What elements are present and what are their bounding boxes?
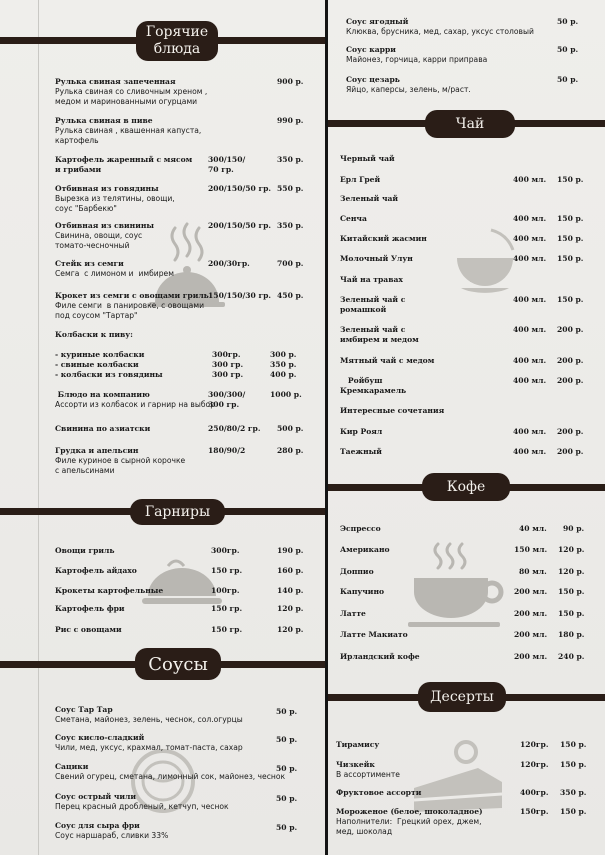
- tea-name: Молочный Улун: [340, 254, 413, 263]
- sauce-name: Соус острый чили: [55, 792, 137, 801]
- dish-price: 900 р.: [277, 77, 304, 86]
- section-title-desserts: Десерты: [418, 682, 506, 712]
- coffee-name: Ирландский кофе: [340, 652, 420, 661]
- coffee-name: Капучино: [340, 587, 385, 596]
- dish-name: Крокет из семги с овощами гриль: [55, 291, 209, 300]
- dish-description: Филе семги в панировке, с овощами под соусом "Тартар": [55, 301, 205, 320]
- tea-price: 150 р.: [557, 175, 584, 184]
- dish-description: Филе куриное в сырной корочке с апельсинами: [55, 456, 186, 475]
- dessert-price: 150 р.: [560, 807, 587, 816]
- dish-weight: 300/150/ 70 гр.: [208, 155, 246, 174]
- dish-description: Ассорти из колбасок и гарнир на выбор: [55, 400, 216, 409]
- side-weight: 150 гр.: [211, 604, 243, 613]
- tea-volume: 400 мл.: [513, 356, 547, 365]
- dish-price: 500 р.: [277, 424, 304, 433]
- dish-name: Картофель жаренный с мясом и грибами: [55, 155, 193, 174]
- tea-name: Интересные сочетания: [340, 406, 445, 415]
- coffee-volume: 40 мл.: [519, 524, 547, 533]
- side-name: Овощи гриль: [55, 546, 115, 555]
- coffee-volume: 200 мл.: [514, 630, 548, 639]
- dish-weight: 300гр. 300 гр. 300 гр.: [212, 350, 244, 379]
- tea-volume: 400 мл.: [513, 376, 547, 385]
- section-title-sauces: Соусы: [135, 648, 221, 680]
- dish-weight: 180/90/2: [208, 446, 246, 455]
- coffee-price: 90 р.: [563, 524, 585, 533]
- sauce-price: 50 р.: [276, 735, 298, 744]
- dish-name: Отбивная из свинины: [55, 221, 155, 230]
- section-title-sides: Гарниры: [130, 499, 225, 525]
- side-price: 190 р.: [277, 546, 304, 555]
- coffee-volume: 200 мл.: [514, 609, 548, 618]
- sauce-description: Майонез, горчица, карри приправа: [346, 55, 488, 64]
- section-title-tea: Чай: [425, 110, 515, 138]
- tea-price: 150 р.: [557, 234, 584, 243]
- coffee-name: Эспрессо: [340, 524, 381, 533]
- dish-name: - куриные колбаски - свиные колбаски - колбаски из говядины: [55, 350, 163, 379]
- dish-price: 450 р.: [277, 291, 304, 300]
- dessert-weight: 400гр.: [520, 788, 549, 797]
- section-title-hot: Горячие блюда: [136, 21, 218, 61]
- coffee-price: 240 р.: [558, 652, 585, 661]
- sauce-name: Сацики: [55, 762, 89, 771]
- tea-name: Сенча: [340, 214, 367, 223]
- tea-price: 150 р.: [557, 295, 584, 304]
- dish-name: Рулька свиная запеченная: [55, 77, 176, 86]
- dish-weight: 200/150/50 гр.: [208, 221, 272, 230]
- coffee-volume: 80 мл.: [519, 567, 547, 576]
- cake-icon: [408, 738, 508, 818]
- dessert-description: В ассортименте: [336, 770, 400, 779]
- dish-name: Стейк из семги: [55, 259, 124, 268]
- dish-name: Грудка и апельсин: [55, 446, 139, 455]
- dish-price: 700 р.: [277, 259, 304, 268]
- sauce-price: 50 р.: [276, 823, 298, 832]
- coffee-name: Доппио: [340, 567, 374, 576]
- tea-price: 150 р.: [557, 214, 584, 223]
- side-weight: 300гр.: [211, 546, 240, 555]
- tea-volume: 400 мл.: [513, 427, 547, 436]
- coffee-price: 120 р.: [558, 567, 585, 576]
- left-margin-line: [38, 0, 39, 855]
- coffee-price: 180 р.: [558, 630, 585, 639]
- dish-description: Свинина, овощи, соус томато-чесночный: [55, 231, 143, 250]
- tea-name: Черный чай: [340, 154, 395, 163]
- dessert-weight: 120гр.: [520, 760, 549, 769]
- coffee-price: 150 р.: [558, 587, 585, 596]
- tea-name: Зеленый чай с ромашкой: [340, 295, 406, 314]
- sauce-price: 50 р.: [276, 794, 298, 803]
- dish-weight: 200/30гр.: [208, 259, 250, 268]
- side-name: Рис с овощами: [55, 625, 122, 634]
- sauce-name: Соус кисло-сладкий: [55, 733, 145, 742]
- tea-name: Ерл Грей: [340, 175, 381, 184]
- sauce-description: Свений огурец, сметана, лимонный сок, майонез, чеснок: [55, 772, 286, 781]
- tea-name: Ройбуш Кремкарамель: [340, 376, 407, 395]
- sauce-description: Перец красный дробленый, кетчуп, чеснок: [55, 802, 229, 811]
- tea-volume: 400 мл.: [513, 447, 547, 456]
- side-price: 160 р.: [277, 566, 304, 575]
- tea-price: 200 р.: [557, 376, 584, 385]
- dish-price: 990 р.: [277, 116, 304, 125]
- dish-name: Колбаски к пиву:: [55, 330, 133, 339]
- sauce-description: Сметана, майонез, зелень, чеснок, сол.огурцы: [55, 715, 243, 724]
- side-price: 120 р.: [277, 604, 304, 613]
- sauce-description: Клюква, брусника, мед, сахар, уксус столовый: [346, 27, 534, 36]
- sauce-price: 50 р.: [557, 45, 579, 54]
- coffee-name: Латте Макиато: [340, 630, 408, 639]
- coffee-volume: 200 мл.: [514, 652, 548, 661]
- sauce-name: Соус карри: [346, 45, 396, 54]
- tea-volume: 400 мл.: [513, 175, 547, 184]
- coffee-name: Американо: [340, 545, 390, 554]
- dessert-description: Наполнители: Грецкий орех, джем, мед, шоколад: [336, 817, 482, 836]
- tea-volume: 400 мл.: [513, 325, 547, 334]
- dish-price: 280 р.: [277, 446, 304, 455]
- coffee-cup-icon: [408, 540, 508, 630]
- tea-price: 150 р.: [557, 254, 584, 263]
- side-name: Картофель фри: [55, 604, 125, 613]
- column-divider: [325, 0, 328, 855]
- dessert-price: 150 р.: [560, 760, 587, 769]
- dish-weight: 150/150/30 гр.: [208, 291, 272, 300]
- sauce-name: Соус ягодный: [346, 17, 409, 26]
- tea-name: Зеленый чай: [340, 194, 399, 203]
- tea-price: 200 р.: [557, 447, 584, 456]
- tea-price: 200 р.: [557, 427, 584, 436]
- tea-name: Мятный чай с медом: [340, 356, 435, 365]
- sauce-price: 50 р.: [276, 707, 298, 716]
- dish-weight: 300/300/ 300 гр.: [208, 390, 246, 409]
- side-weight: 100гр.: [211, 586, 240, 595]
- tea-name: Чай на травах: [340, 275, 403, 284]
- tea-price: 200 р.: [557, 356, 584, 365]
- dish-description: Семга с лимоном и имбирем: [55, 269, 174, 278]
- dessert-name: Мороженое (белое, шоколадное): [336, 807, 483, 816]
- coffee-name: Латте: [340, 609, 366, 618]
- dish-description: Рулька свиная , квашенная капуста, картофель: [55, 126, 202, 145]
- dessert-name: Чизкейк: [336, 760, 375, 769]
- dish-description: Вырезка из телятины, овощи, соус "Барбекю": [55, 194, 175, 213]
- sauce-price: 50 р.: [557, 17, 579, 26]
- dessert-price: 150 р.: [560, 740, 587, 749]
- sauce-description: Яйцо, каперсы, зелень, м/раст.: [346, 85, 471, 94]
- dish-name: Рулька свиная в пиве: [55, 116, 153, 125]
- tea-volume: 400 мл.: [513, 234, 547, 243]
- dish-price: 350 р.: [277, 155, 304, 164]
- sauce-name: Соус для сыра фри: [55, 821, 140, 830]
- tea-price: 200 р.: [557, 325, 584, 334]
- coffee-price: 150 р.: [558, 609, 585, 618]
- dish-price: 550 р.: [277, 184, 304, 193]
- side-name: Крокеты картофельные: [55, 586, 164, 595]
- section-title-coffee: Кофе: [422, 473, 510, 501]
- dessert-name: Фруктовое ассорти: [336, 788, 422, 797]
- dish-price: 300 р. 350 р. 400 р.: [270, 350, 297, 379]
- coffee-volume: 150 мл.: [514, 545, 548, 554]
- sauce-description: Соус наршараб, сливки 33%: [55, 831, 169, 840]
- side-weight: 150 гр.: [211, 566, 243, 575]
- sauce-price: 50 р.: [557, 75, 579, 84]
- dessert-weight: 150гр.: [520, 807, 549, 816]
- side-weight: 150 гр.: [211, 625, 243, 634]
- coffee-volume: 200 мл.: [514, 587, 548, 596]
- tea-volume: 400 мл.: [513, 295, 547, 304]
- tea-volume: 400 мл.: [513, 214, 547, 223]
- dish-name: Блюдо на компанию: [55, 390, 150, 399]
- tea-volume: 400 мл.: [513, 254, 547, 263]
- dessert-name: Тирамису: [336, 740, 380, 749]
- dish-weight: 200/150/50 гр.: [208, 184, 272, 193]
- dessert-price: 350 р.: [560, 788, 587, 797]
- side-price: 120 р.: [277, 625, 304, 634]
- sauce-price: 50 р.: [276, 764, 298, 773]
- side-price: 140 р.: [277, 586, 304, 595]
- sauce-description: Чили, мед, уксус, крахмал, томат-паста, сахар: [55, 743, 243, 752]
- tea-name: Таежный: [340, 447, 382, 456]
- dessert-weight: 120гр.: [520, 740, 549, 749]
- coffee-price: 120 р.: [558, 545, 585, 554]
- dish-price: 1000 р.: [270, 390, 302, 399]
- sauce-name: Соус Тар Тар: [55, 705, 113, 714]
- tea-name: Китайский жасмин: [340, 234, 427, 243]
- side-name: Картофель айдахо: [55, 566, 137, 575]
- dish-name: Свинина по азиатски: [55, 424, 151, 433]
- dish-weight: 250/80/2 гр.: [208, 424, 261, 433]
- dish-description: Рулька свиная со сливочным хреном , медом и маринованными огурцами: [55, 87, 208, 106]
- dish-price: 350 р.: [277, 221, 304, 230]
- tea-name: Кир Роял: [340, 427, 383, 436]
- tea-name: Зеленый чай с имбирем и медом: [340, 325, 419, 344]
- dish-name: Отбивная из говядины: [55, 184, 159, 193]
- sauce-name: Соус цезарь: [346, 75, 400, 84]
